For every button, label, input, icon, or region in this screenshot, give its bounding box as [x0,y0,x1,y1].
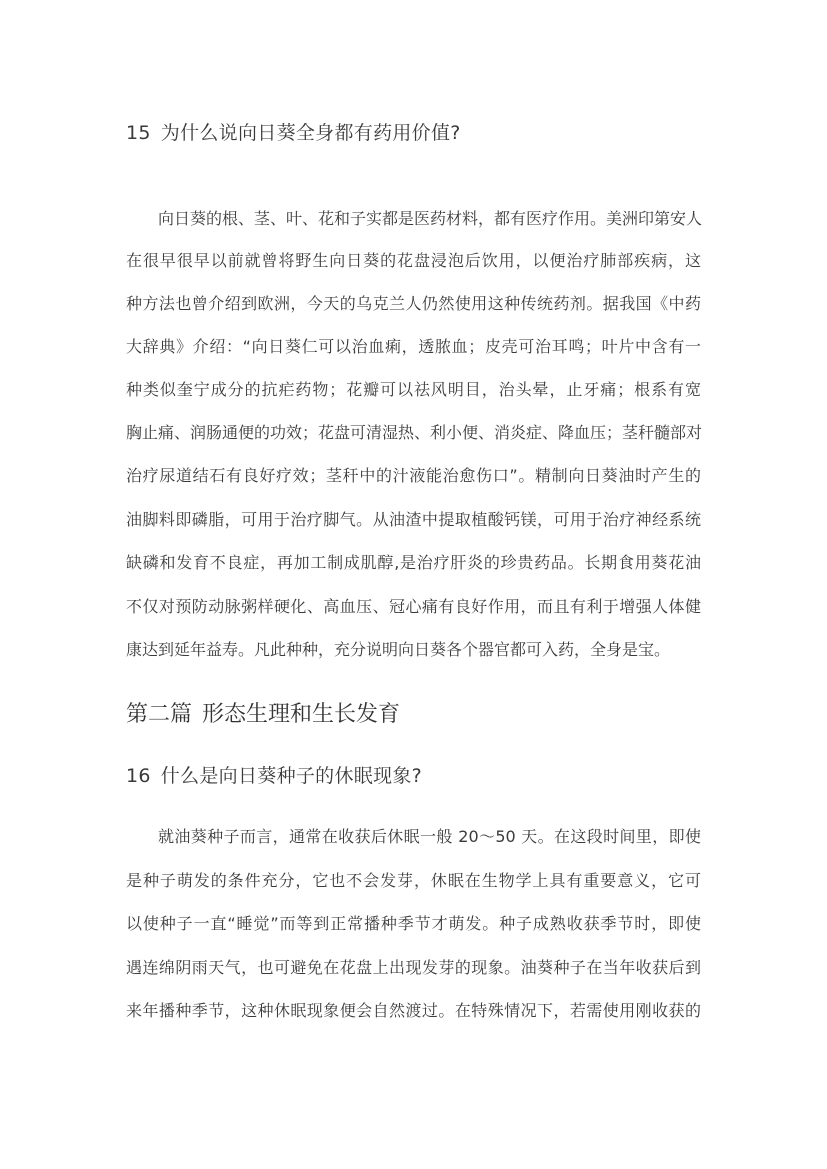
question-title: 什么是向日葵种子的休眠现象? [160,765,423,787]
paragraph-line: 种类似奎宁成分的抗疟药物；花瓣可以祛风明目，治头晕，止牙痛；根系有宽 [126,380,701,399]
question-heading-15 [126,118,461,145]
paragraph-line: 是种子萌发的条件充分，它也不会发芽，休眠在生物学上具有重要意义，它可 [126,871,701,890]
question-heading-16 [126,761,422,788]
paragraph-line: 就油葵种子而言，通常在收获后休眠一般 20～50 天。在这段时间里，即使 [158,827,701,846]
paragraph-line: 向日葵的根、茎、叶、花和子实都是医药材料，都有医疗作用。美洲印第安人 [158,209,703,228]
paragraph-line: 治疗尿道结石有良好疗效；茎秆中的汁液能治愈伤口”。精制向日葵油时产生的 [126,466,701,485]
paragraph-line: 遇连绵阴雨天气，也可避免在花盘上出现发芽的现象。油葵种子在当年收获后到 [126,958,701,977]
part-title: 形态生理和生长发育 [202,702,401,727]
paragraph-line: 种方法也曾介绍到欧洲，今天的乌克兰人仍然使用这种传统药剂。据我国《中药 [126,294,701,313]
paragraph-line: 在很早很早以前就曾将野生向日葵的花盘浸泡后饮用，以便治疗肺部疾病，这 [126,251,701,270]
question-number: 16 [126,765,151,787]
paragraph-line: 胸止痛、润肠通便的功效；花盘可清湿热、利小便、消炎症、降血压；茎秆髓部对 [126,423,703,442]
paragraph-line: 来年播种季节，这种休眠现象便会自然渡过。在特殊情况下，若需使用刚收获的 [126,1001,701,1020]
paragraph-line: 大辞典》介绍：“向日葵仁可以治血痢，透脓血；皮壳可治耳鸣；叶片中含有一 [126,337,701,356]
part-label: 第二篇 [126,702,193,727]
part-heading [126,697,400,728]
paragraph-line: 康达到延年益寿。凡此种种，充分说明向日葵各个器官都可入药，全身是宝。 [126,640,671,659]
paragraph-line: 缺磷和发育不良症，再加工制成肌醇,是治疗肝炎的珍贵药品。长期食用葵花油 [126,553,701,572]
paragraph-line: 不仅对预防动脉粥样硬化、高血压、冠心痛有良好作用，而且有利于增强人体健 [126,597,701,616]
question-title: 为什么说向日葵全身都有药用价值? [160,122,461,144]
question-number: 15 [126,122,151,144]
paragraph-line: 以使种子一直“睡觉”而等到正常播种季节才萌发。种子成熟收获季节时，即使 [126,914,701,933]
paragraph-line: 油脚料即磷脂，可用于治疗脚气。从油渣中提取植酸钙镁，可用于治疗神经系统 [126,510,701,529]
